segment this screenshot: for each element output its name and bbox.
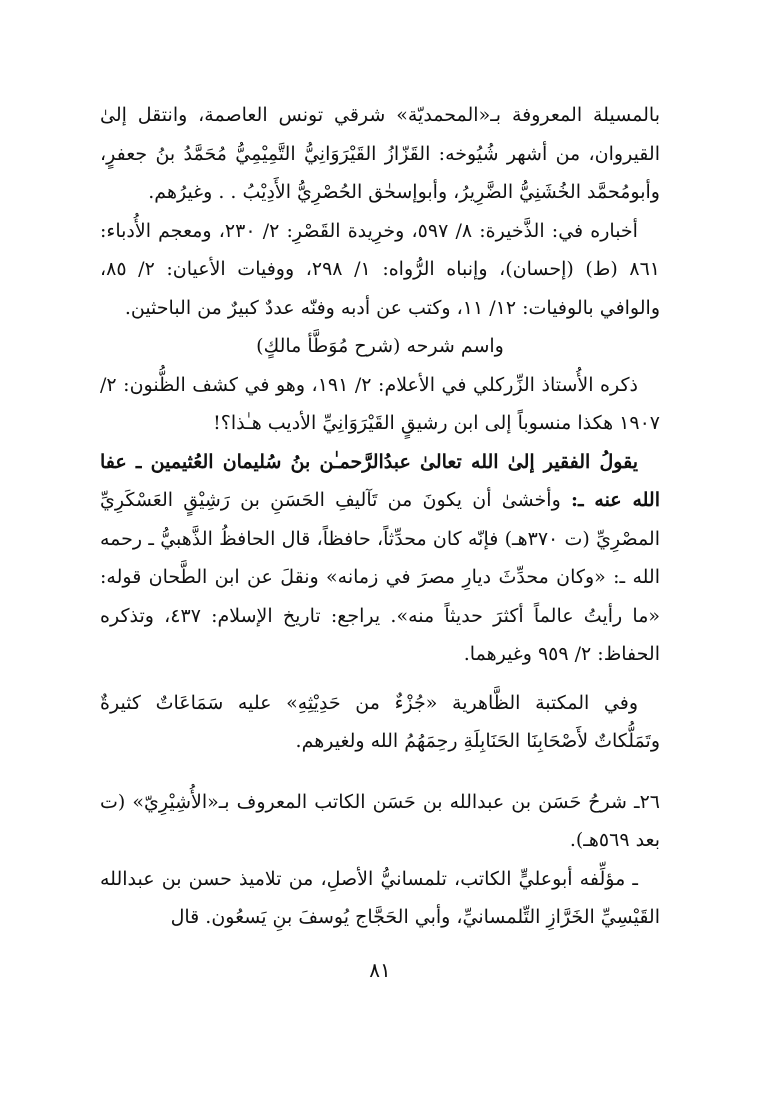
paragraph-author-note bbox=[100, 443, 660, 674]
page-number: ٨١ bbox=[369, 958, 391, 982]
commentary-title: واسم شرحه (شرح مُوَطَّأ مالكٍ) bbox=[256, 335, 504, 357]
author-note-lead: يقولُ الفقير إلىٰ الله تعالىٰ عبدُالرَّحمـٰن بنُ سُليمان العُثيمين ـ عفا الله عنه ـ: bbox=[100, 450, 661, 511]
author-note-body: وأخشىٰ أن يكونَ من تَآليفِ الحَسَنِ بن رَشِيْقٍ العَسْكَرِيِّ المصْرِيِّ (ت ٣٧٠هـ) فإنّه كان محدِّثاً، حافظاً، قال الحافظُ الذَّهبيُّ ـ رحمه الله ـ: «وكان محدِّثَ ديارِ مصرَ في زمانه» ونقلَ عن ابن الطَّحان قوله: «ما رأيتُ عالماً أكثرَ حديثاً منه». يراجع: تاريخ الإسلام: ٤٣٧، وتذكره الحفاظ: ٢/ ٩٥٩ وغيرهما. bbox=[100, 489, 660, 665]
entry-26-heading: ٢٦ـ شرحُ حَسَن بن عبدالله بن حَسَن الكاتب المعروف بـ«الأُشِيْرِيّ» (ت بعد ٥٦٩هـ). bbox=[100, 790, 660, 851]
paragraph-biography: بالمسيلة المعروفة بـ«المحمديّة» شرقي تونس العاصمة، وانتقل إلىٰ القيروان، من أشهر شُيُوخه: القَزّازُ القَيْرَوَانِيُّ التَّمِيْمِيُّ مُحَمَّدُ بنُ جعفرٍ، وأبومُحمَّد الخُشَنِيُّ الضَّرِيرُ، وأبوإسحٰق الحُصْرِيُّ الأَدِيْبُ . . وغيرُهم. bbox=[100, 104, 660, 203]
paragraph-zahiriyya: وفي المكتبة الظَّاهرية «جُزْءٌ من حَدِيْثِهِ» عليه سَمَاعَاتٌ كثيرةٌ وتَمَلُّكاتٌ لأَصْحَابِنَا الحَنَابِلَةِ رحِمَهُمُ الله ولغيرهم. bbox=[100, 691, 660, 752]
paragraph-entry-26-author: ـ مؤلِّفه أبوعليٍّ الكاتب، تلمسانيُّ الأصلِ، من تلاميذ حسن بن عبدالله القَيْسِيِّ الخَرَّازِ التِّلمسانيِّ، وأبي الحَجَّاج يُوسفَ بنِ يَسعُون. قال bbox=[100, 867, 660, 928]
paragraph-sources: أخباره في: الذَّخيرة: ٨/ ٥٩٧، وخرِيدة القَصْرِ: ٢/ ٢٣٠، ومعجم الأُدباء: ٨٦١ (ط) (إحسان)، وإنباه الرُّواه: ١/ ٢٩٨، ووفيات الأعيان: ٢/ ٨٥، والوافي بالوفيات: ١٢/ ١١، وكتب عن أدبه وفنّه عددٌ كبيرٌ من الباحثين. bbox=[100, 219, 660, 319]
paragraph-zirikli: ذكره الأُستاذ الزِّركلي في الأعلام: ٢/ ١٩١، وهو في كشف الظُّنون: ٢/ ١٩٠٧ هكذا منسوباً إلى ابن رشيقٍ القَيْرَوَانِيِّ الأديب هـٰذا؟! bbox=[100, 373, 660, 434]
